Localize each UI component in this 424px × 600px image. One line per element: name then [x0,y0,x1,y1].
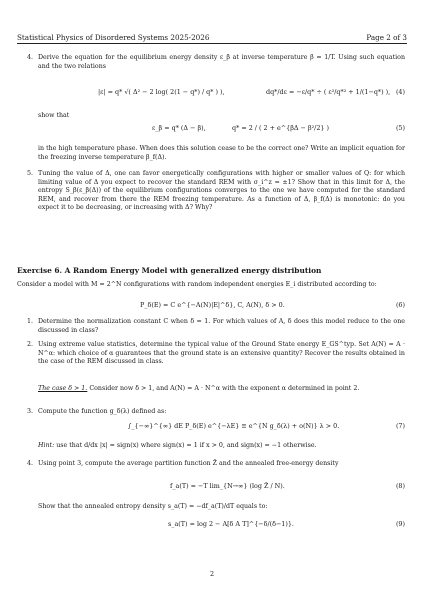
item-text: Compute the function g_δ(λ) defined as: [38,408,167,415]
equation-9 [168,520,294,528]
equation-text: |ε| = q* √( Δ² − 2 log( 2(1 − q*) / q* ) ), [98,88,225,96]
equation-text: q* = 2 / ( 2 + e^{βΔ − β²/2} ) [232,124,329,132]
course-title: Statistical Physics of Disordered Systems 2025-2026 [17,33,210,42]
hint-text: use that d/dx |x| = sign(x) where sign(x) = 1 if x > 0, and sign(x) = −1 otherwise. [54,442,317,449]
item-4-derive [27,54,405,71]
equation-text: P_δ(E) = C e^{−A(N)|E|^δ}, C, A(N), δ > 0. [140,301,285,309]
equation-number-8: (8) [395,482,405,490]
equation-number-7: (7) [395,422,405,430]
equation-4-left [98,88,225,96]
equation-8 [170,482,285,490]
case-paragraph [38,385,405,394]
case-label: The case δ > 1. [38,385,88,392]
equation-7 [128,422,339,430]
item-text: Using point 3, compute the average partition function Z̄ and the annealed free-energy density [38,460,339,467]
annealed-entropy-paragraph [38,503,405,512]
equation-6 [140,301,285,309]
equation-number-9: (9) [395,520,405,528]
item-text: Show that the annealed entropy density s_a(T) = −df_a(T)/dT equals to: [38,503,268,510]
hint-paragraph [38,442,405,451]
hint-label: Hint: [38,442,55,449]
equation-text: ∫_{−∞}^{∞} dE P_δ(E) e^{−λE} ≡ e^{N g_δ(λ) + o(N)} λ > 0. [128,422,340,430]
item-number: 1. [27,318,34,325]
exercise-item-4 [27,460,405,469]
case-text: Consider now δ > 1, and A(N) = A · N^α with the exponent α determined in point 2. [87,385,360,392]
exercise-item-1 [27,318,405,335]
exercise-item-3 [27,408,405,417]
exercise-title: Exercise 6. A Random Energy Model with generalized energy distribution [17,266,322,275]
item-number: 4. [27,460,34,467]
item-text: Tuning the value of Δ, one can favor energetically configurations with higher or smaller values of Q: for which limiting value of Δ you expect to recover the standard REM with σ_i^z = ±1? Show that in this limit for Δ, the entropy S_β(ε_β(Δ)) of the equilibrium configurations converges to the one we have computed for the standard REM, and recover from there the REM freezing temperature. As a function of Δ, β_f(Δ) is monotonic: do you expect it to be decreasing, or increasing with Δ? Why? [38,170,405,212]
page-number: 2 [209,570,215,578]
equation-5-left [152,124,206,132]
equation-text: f_a(T) = −T lim_{N→∞} (log Z̄ / N). [170,482,285,490]
item-text: Determine the normalization constant C when δ = 1. For which values of A, δ does this model reduce to the one discussed in class? [38,318,405,334]
page-indicator: Page 2 of 3 [366,33,407,42]
item-5 [27,170,405,213]
equation-4-right [266,88,390,96]
exercise-item-2 [27,341,405,367]
item-number: 4. [27,54,34,61]
header-rule [17,43,407,44]
item-number: 3. [27,408,34,415]
item-text: Using extreme value statistics, determine the typical value of the Ground State energy E_GS^typ. Set A(N) = A · N^α: which choice of α guarantees that the ground state is an extensive quantity? Recover the results obtained in the case of the REM discussed in class. [38,341,405,366]
item-number: 2. [27,341,34,348]
show-that-label [38,112,405,121]
running-header [17,30,407,42]
item-4-after [38,145,405,162]
equation-text: dq*/dε = −ε/q* ÷ ( ε²/q*² + 1/(1−q*) ), [266,88,391,96]
exercise-intro [17,281,405,290]
item-text: Derive the equation for the equilibrium energy density ε_β at inverse temperature β = 1/T. Using such equation and the two relations [38,54,405,70]
equation-number-6: (6) [395,301,405,309]
equation-number-4: (4) [395,88,405,96]
equation-text: s_a(T) = log 2 − A[δ A T]^{−δ/(δ−1)}. [168,520,294,528]
intro-text: Consider a model with M = 2^N configurations with random independent energies E_i distributed according to: [17,281,377,288]
equation-text: ε_β = q* (Δ − β), [152,124,206,132]
equation-number-5: (5) [395,124,405,132]
item-text: show that [38,112,70,119]
equation-5-right [232,124,329,132]
item-text: in the high temperature phase. When does this solution cease to be the correct one? Write an implicit equation for the freezing inverse temperature β_f(Δ). [38,145,405,161]
item-number: 5. [27,170,34,177]
